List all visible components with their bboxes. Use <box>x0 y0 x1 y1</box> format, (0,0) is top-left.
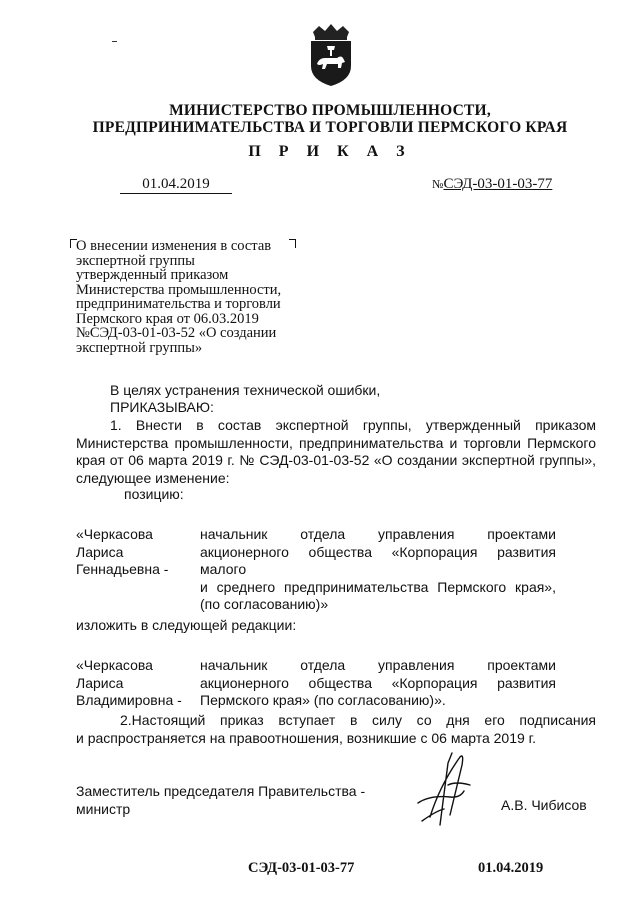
item-1-line: Министерства промышленности, предпринимательства и торговли Пермского <box>76 434 596 451</box>
order-word: ПРИКАЗЫВАЮ: <box>110 399 214 415</box>
signer-position-line: министр <box>76 800 131 817</box>
restate-line: изложить в следующей редакции: <box>76 617 297 633</box>
document-type: П Р И К А З <box>248 143 412 160</box>
desc-line: начальник отдела управления проектами <box>200 526 556 542</box>
position-label: позицию: <box>124 486 184 502</box>
order-number <box>432 176 552 193</box>
subject-line: экспертной группы <box>76 252 195 269</box>
number-sign: № <box>432 177 444 191</box>
subject-line: утвержденный приказом <box>76 267 229 283</box>
old-person-description <box>200 526 556 614</box>
desc-line: Пермского края» (по согласованию)». <box>200 692 446 708</box>
name-line: «Черкасова <box>76 657 153 673</box>
item-1-line: края от 06 марта 2019 г. № СЭД-03-01-03-52 «О создании экспертной группы», <box>76 452 596 468</box>
name-line: Геннадьевна - <box>76 561 169 577</box>
name-line: Лариса <box>76 543 124 560</box>
subject-line: Министерства промышленности, <box>76 281 282 298</box>
item-2 <box>76 712 596 747</box>
new-person-name <box>76 657 196 710</box>
signer-position <box>76 783 376 818</box>
footer-date: 01.04.2019 <box>478 860 544 876</box>
desc-line: (по согласованию)» <box>200 596 329 612</box>
item-2-line: и распространяется на правоотношения, возникшие с 06 марта 2019 г. <box>76 729 536 746</box>
signer-position-line: Заместитель председателя Правительства - <box>76 783 366 799</box>
signer-name: А.В. Чибисов <box>501 797 587 813</box>
preamble: В целях устранения технической ошибки, <box>110 382 381 398</box>
handwritten-signature-icon <box>400 745 490 835</box>
desc-line: и среднего предпринимательства Пермского края», <box>200 578 556 595</box>
order-subject <box>76 239 306 355</box>
order-date: 01.04.2019 <box>120 176 232 194</box>
scan-mark <box>112 41 117 42</box>
org-name-line1: МИНИСТЕРСТВО ПРОМЫШЛЕННОСТИ, <box>169 102 491 119</box>
old-person-name <box>76 526 196 579</box>
desc-line: акционерного общества «Корпорация развития <box>200 674 556 691</box>
subject-line: Пермского края от 06.03.2019 <box>76 310 259 327</box>
name-line: «Черкасова <box>76 526 153 542</box>
item-1-line: 1. Внести в состав экспертной группы, утвержденный приказом <box>110 417 596 433</box>
desc-line: акционерного общества «Корпорация развития малого <box>200 543 556 577</box>
item-1-line: следующее изменение: <box>76 469 230 486</box>
desc-line: начальник отдела управления проектами <box>200 657 556 673</box>
subject-line: №СЭД-03-01-03-52 «О создании <box>76 325 277 341</box>
footer-number: СЭД-03-01-03-77 <box>248 860 355 876</box>
item-1 <box>76 417 596 487</box>
new-person-description <box>200 657 556 710</box>
coat-of-arms-icon <box>305 22 357 88</box>
item-2-line: 2.Настоящий приказ вступает в силу со дня его подписания <box>120 712 596 728</box>
subject-line: предпринимательства и торговли <box>76 296 281 312</box>
name-line: Владимировна - <box>76 692 182 708</box>
order-number-value: СЭД-03-01-03-77 <box>443 176 553 192</box>
subject-line: О внесении изменения в состав <box>76 238 272 254</box>
org-name-line2: ПРЕДПРИНИМАТЕЛЬСТВА И ТОРГОВЛИ ПЕРМСКОГО КРАЯ <box>92 119 568 136</box>
name-line: Лариса <box>76 674 124 691</box>
subject-line: экспертной группы» <box>76 339 203 356</box>
